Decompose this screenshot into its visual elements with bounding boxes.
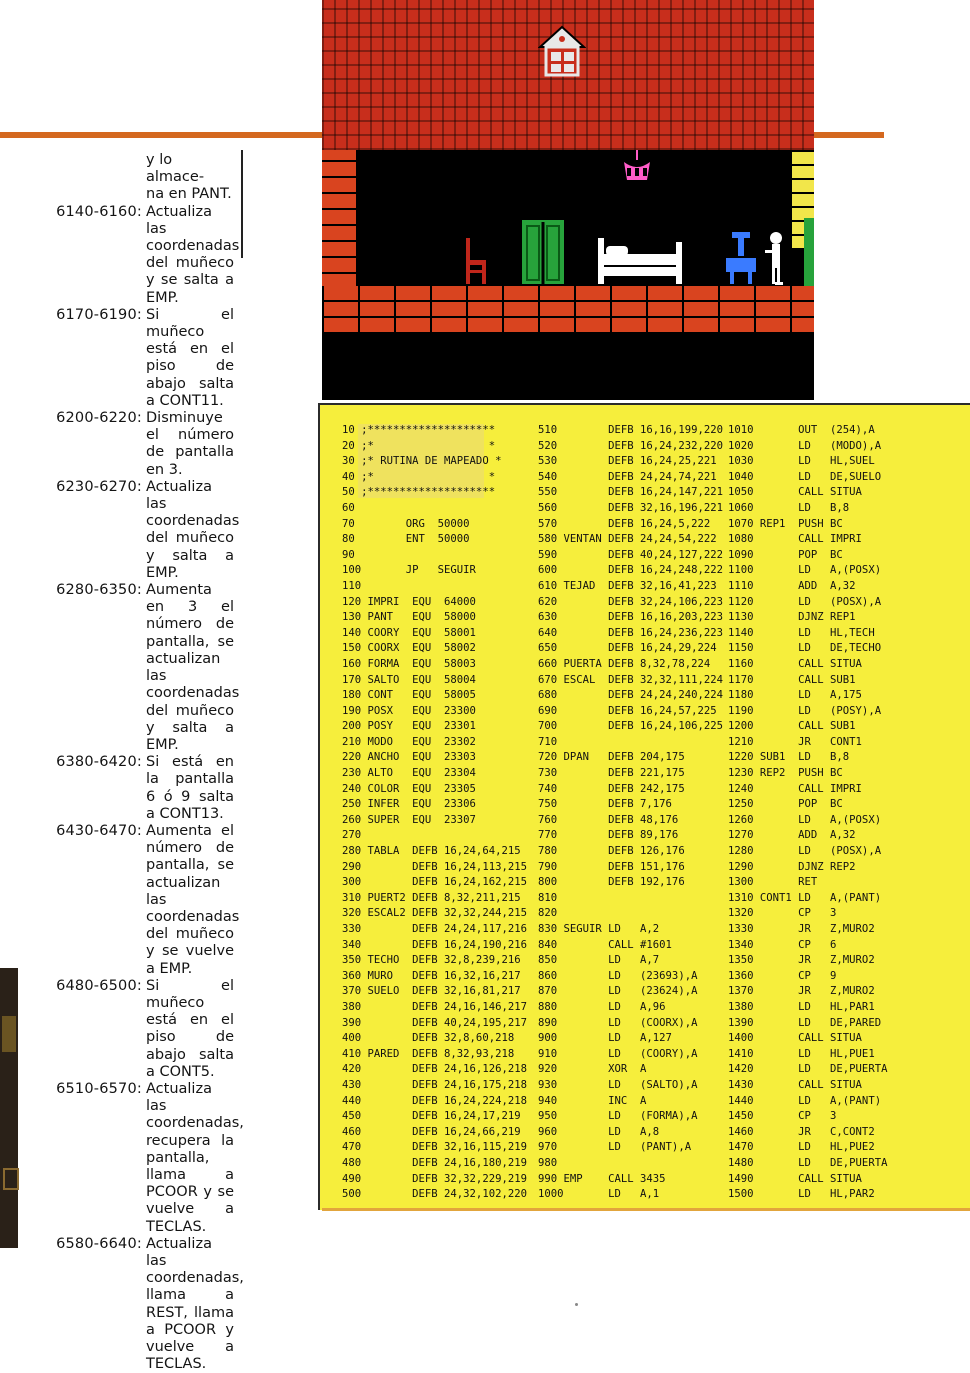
listing-line: 910 LD (COORY),A bbox=[538, 1047, 698, 1060]
line-range-label: 6200-6220: bbox=[56, 410, 142, 427]
listing-line: 380 DEFB 24,16,146,217 bbox=[342, 1000, 527, 1013]
listing-line: 1480 LD DE,PUERTA bbox=[728, 1156, 888, 1169]
listing-line: 530 DEFB 16,24,25,221 bbox=[538, 455, 717, 468]
listing-line: 210 MODO EQU 23302 bbox=[342, 735, 476, 748]
listing-line: 450 DEFB 16,24,17,219 bbox=[342, 1110, 521, 1123]
listing-line: 370 SUELO DEFB 32,16,81,217 bbox=[342, 985, 521, 998]
listing-line: 890 LD (COORX),A bbox=[538, 1016, 698, 1029]
line-range-description: Si está en la pantalla 6 ó 9 salta a CONT13. bbox=[146, 754, 234, 822]
listing-line: 1280 LD (POSX),A bbox=[728, 845, 882, 858]
listing-line: 880 LD A,96 bbox=[538, 1000, 666, 1013]
top-left-orange-rule bbox=[0, 132, 322, 138]
listing-line: 680 DEFB 24,24,240,224 bbox=[538, 689, 723, 702]
listing-line: 990 EMP CALL 3435 bbox=[538, 1172, 666, 1185]
listing-line: 510 DEFB 16,16,199,220 bbox=[538, 424, 723, 436]
chair-icon bbox=[466, 238, 486, 284]
listing-line: 1370 JR Z,MURO2 bbox=[728, 985, 875, 998]
listing-line: 1440 LD A,(PANT) bbox=[728, 1094, 882, 1107]
listing-line: 360 MURO DEFB 16,32,16,217 bbox=[342, 969, 521, 982]
listing-line: 940 INC A bbox=[538, 1094, 647, 1107]
listing-line: 1240 CALL IMPRI bbox=[728, 782, 862, 795]
listing-line: 670 ESCAL DEFB 32,32,111,224 bbox=[538, 673, 723, 686]
listing-line: 820 bbox=[538, 907, 558, 920]
listing-line: 650 DEFB 16,24,29,224 bbox=[538, 642, 717, 655]
game-screenshot bbox=[322, 0, 814, 400]
line-range-description: Disminuye el número de pantalla en 3. bbox=[146, 410, 234, 478]
listing-column-2 bbox=[538, 423, 723, 1203]
listing-line: 1220 SUB1 LD B,8 bbox=[728, 751, 850, 764]
listing-line: 80 ENT 50000 bbox=[342, 533, 470, 546]
listing-line: 560 DEFB 32,16,196,221 bbox=[538, 501, 723, 514]
listing-line: 920 XOR A bbox=[538, 1063, 647, 1076]
listing-line: 1080 CALL IMPRI bbox=[728, 533, 862, 546]
listing-line: 460 DEFB 16,24,66,219 bbox=[342, 1125, 521, 1138]
listing-line: 150 COORX EQU 58002 bbox=[342, 642, 476, 655]
listing-line: 930 LD (SALTO),A bbox=[538, 1078, 698, 1091]
line-explanation-entry bbox=[48, 1081, 246, 1236]
listing-line: 250 INFER EQU 23306 bbox=[342, 798, 476, 811]
line-range-description: Si el muñeco está en el piso de abajo salta a CONT5. bbox=[146, 977, 234, 1080]
listing-line: 1310 CONT1 LD A,(PANT) bbox=[728, 891, 882, 904]
listing-line: 610 TEJAD DEFB 32,16,41,223 bbox=[538, 579, 717, 592]
listing-column-1 bbox=[342, 423, 527, 1203]
listing-line: 1290 DJNZ REP2 bbox=[728, 860, 856, 873]
listing-line: 90 bbox=[342, 548, 355, 561]
line-range-label: 6580-6640: bbox=[56, 1235, 142, 1252]
listing-line: 1190 LD (POSY),A bbox=[728, 704, 882, 717]
explanation-column bbox=[48, 152, 246, 1373]
line-explanation-entry bbox=[48, 823, 246, 978]
room-interior bbox=[356, 150, 796, 286]
listing-line: 1400 CALL SITUA bbox=[728, 1032, 862, 1045]
listing-line: 290 DEFB 16,24,113,215 bbox=[342, 860, 527, 873]
brick-floor bbox=[322, 286, 814, 334]
listing-line: 1180 LD A,175 bbox=[728, 689, 862, 702]
nightstand-with-lamp-icon bbox=[726, 232, 756, 284]
listing-line: 1420 LD DE,PUERTA bbox=[728, 1063, 888, 1076]
listing-line: 280 TABLA DEFB 16,24,64,215 bbox=[342, 845, 521, 858]
listing-line: 500 DEFB 24,32,102,220 bbox=[342, 1188, 527, 1201]
listing-line: 1350 JR Z,MURO2 bbox=[728, 954, 875, 967]
listing-line: 390 DEFB 40,24,195,217 bbox=[342, 1016, 527, 1029]
listing-line: 810 bbox=[538, 891, 558, 904]
left-brick-wall bbox=[322, 150, 356, 290]
listing-line: 350 TECHO DEFB 32,8,239,216 bbox=[342, 954, 521, 967]
listing-line: 1200 CALL SUB1 bbox=[728, 720, 856, 733]
listing-line: 10 ;******************** bbox=[342, 424, 496, 436]
assembly-listing-panel bbox=[318, 403, 970, 1210]
listing-line: 1360 CP 9 bbox=[728, 969, 837, 982]
listing-line: 600 DEFB 16,24,248,222 bbox=[538, 564, 723, 577]
listing-line: 1470 LD HL,PUE2 bbox=[728, 1141, 875, 1154]
listing-line: 1100 LD A,(POSX) bbox=[728, 564, 882, 577]
listing-line: 1150 LD DE,TECHO bbox=[728, 642, 882, 655]
listing-line: 110 bbox=[342, 579, 362, 592]
listing-line: 100 JP SEGUIR bbox=[342, 564, 476, 577]
listing-line: 1490 CALL SITUA bbox=[728, 1172, 862, 1185]
listing-line: 750 DEFB 7,176 bbox=[538, 798, 672, 811]
listing-line: 430 DEFB 24,16,175,218 bbox=[342, 1078, 527, 1091]
listing-line: 1070 REP1 PUSH BC bbox=[728, 517, 843, 530]
listing-line: 490 DEFB 32,32,229,219 bbox=[342, 1172, 527, 1185]
listing-line: 190 POSX EQU 23300 bbox=[342, 704, 476, 717]
listing-line: 1010 OUT (254),A bbox=[728, 424, 875, 436]
listing-line: 720 DPAN DEFB 204,175 bbox=[538, 751, 685, 764]
line-range-description: Actualiza las coordenadas, recupera la pantalla, llama a PCOOR y se vuelve a TECLAS. bbox=[146, 1080, 244, 1235]
intro-line: na en PANT. bbox=[146, 186, 232, 203]
listing-line: 1040 LD DE,SUELO bbox=[728, 470, 882, 483]
listing-line: 400 DEFB 32,8,60,218 bbox=[342, 1032, 515, 1045]
listing-line: 1130 DJNZ REP1 bbox=[728, 611, 856, 624]
listing-line: 790 DEFB 151,176 bbox=[538, 860, 685, 873]
line-explanation-entry bbox=[48, 479, 246, 582]
listing-line: 1270 ADD A,32 bbox=[728, 829, 856, 842]
listing-line: 180 CONT EQU 58005 bbox=[342, 689, 476, 702]
listing-line: 860 LD (23693),A bbox=[538, 969, 698, 982]
line-explanations bbox=[48, 204, 246, 1373]
listing-line: 1390 LD DE,PARED bbox=[728, 1016, 882, 1029]
listing-line: 700 DEFB 16,24,106,225 bbox=[538, 720, 723, 733]
line-range-label: 6510-6570: bbox=[56, 1080, 142, 1097]
listing-line: 470 DEFB 32,16,115,219 bbox=[342, 1141, 527, 1154]
listing-line: 740 DEFB 242,175 bbox=[538, 782, 685, 795]
listing-line: 690 DEFB 16,24,57,225 bbox=[538, 704, 717, 717]
line-explanation-entry bbox=[48, 410, 246, 479]
listing-line: 630 DEFB 16,16,203,223 bbox=[538, 611, 723, 624]
line-explanation-entry bbox=[48, 754, 246, 823]
line-range-label: 6230-6270: bbox=[56, 478, 142, 495]
listing-line: 1090 POP BC bbox=[728, 548, 843, 561]
listing-column-3 bbox=[728, 423, 887, 1203]
photo-chair-shape bbox=[3, 1168, 19, 1190]
listing-line: 570 DEFB 16,24,5,222 bbox=[538, 517, 711, 530]
listing-line: 580 VENTAN DEFB 24,24,54,222 bbox=[538, 533, 717, 546]
listing-line: 870 LD (23624),A bbox=[538, 985, 698, 998]
line-range-description: Actualiza las coordenadas del muñeco y salta a EMP. bbox=[146, 478, 240, 581]
listing-line: 830 SEGUIR LD A,2 bbox=[538, 923, 660, 935]
listing-line: 770 DEFB 89,176 bbox=[538, 829, 679, 842]
column-divider bbox=[241, 150, 243, 258]
listing-line: 1140 LD HL,TECH bbox=[728, 626, 875, 639]
line-explanation-entry bbox=[48, 204, 246, 307]
top-right-orange-rule bbox=[814, 132, 884, 138]
listing-line: 1500 LD HL,PAR2 bbox=[728, 1188, 875, 1201]
line-range-label: 6430-6470: bbox=[56, 822, 142, 839]
listing-line: 1160 CALL SITUA bbox=[728, 657, 862, 670]
listing-line: 230 ALTO EQU 23304 bbox=[342, 767, 476, 780]
line-range-description: Actualiza las coordenadas, llama a REST, llama a PCOOR y vuelve a TECLAS. bbox=[146, 1235, 244, 1373]
listing-line: 1250 POP BC bbox=[728, 798, 843, 811]
listing-line: 50 ;******************** bbox=[342, 486, 496, 499]
listing-line: 1230 REP2 PUSH BC bbox=[728, 767, 843, 780]
listing-line: 1020 LD (MODO),A bbox=[728, 439, 882, 452]
intro-text bbox=[146, 152, 234, 204]
listing-line: 550 DEFB 16,24,147,221 bbox=[538, 486, 723, 499]
listing-line: 640 DEFB 16,24,236,223 bbox=[538, 626, 723, 639]
listing-line: 330 DEFB 24,24,117,216 bbox=[342, 923, 527, 935]
listing-line: 1000 LD A,1 bbox=[538, 1188, 660, 1201]
line-range-label: 6170-6190: bbox=[56, 306, 142, 323]
listing-line: 1320 CP 3 bbox=[728, 907, 837, 920]
listing-line: 660 PUERTA DEFB 8,32,78,224 bbox=[538, 657, 711, 670]
listing-line: 220 ANCHO EQU 23303 bbox=[342, 751, 476, 764]
listing-line: 1330 JR Z,MURO2 bbox=[728, 923, 875, 935]
listing-line: 840 CALL #1601 bbox=[538, 938, 672, 951]
line-explanation-entry bbox=[48, 307, 246, 410]
listing-line: 160 FORMA EQU 58003 bbox=[342, 657, 476, 670]
listing-line: 1260 LD A,(POSX) bbox=[728, 813, 882, 826]
line-range-description: Si el muñeco está en el piso de abajo salta a CONT11. bbox=[146, 306, 234, 409]
line-range-description: Aumenta el número de pantalla, se actualizan las coordenadas del muñeco y se vuelve a EMP. bbox=[146, 822, 240, 977]
listing-line: 950 LD (FORMA),A bbox=[538, 1110, 698, 1123]
cropped-photo-strip bbox=[0, 968, 18, 1248]
listing-line: 300 DEFB 16,24,162,215 bbox=[342, 876, 527, 889]
listing-line: 260 SUPER EQU 23307 bbox=[342, 813, 476, 826]
listing-line: 620 DEFB 32,24,106,223 bbox=[538, 595, 723, 608]
listing-line: 170 SALTO EQU 58004 bbox=[342, 673, 476, 686]
listing-line: 1430 CALL SITUA bbox=[728, 1078, 862, 1091]
listing-line: 710 bbox=[538, 735, 558, 748]
listing-line: 1340 CP 6 bbox=[728, 938, 837, 951]
listing-line: 440 DEFB 16,24,224,218 bbox=[342, 1094, 527, 1107]
listing-line: 420 DEFB 24,16,126,218 bbox=[342, 1063, 527, 1076]
room-furniture bbox=[356, 150, 796, 286]
dormer-window-icon bbox=[538, 25, 586, 77]
listing-line: 70 ORG 50000 bbox=[342, 517, 470, 530]
listing-line: 1030 LD HL,SUEL bbox=[728, 455, 875, 468]
listing-line: 1110 ADD A,32 bbox=[728, 579, 856, 592]
listing-line: 270 bbox=[342, 829, 362, 842]
wardrobe-icon bbox=[522, 220, 564, 284]
listing-line: 540 DEFB 24,24,74,221 bbox=[538, 470, 717, 483]
listing-line: 780 DEFB 126,176 bbox=[538, 845, 685, 858]
listing-line: 1410 LD HL,PUE1 bbox=[728, 1047, 875, 1060]
listing-line: 320 ESCAL2 DEFB 32,32,244,215 bbox=[342, 907, 527, 920]
listing-line: 1060 LD B,8 bbox=[728, 501, 850, 514]
page-speck bbox=[575, 1303, 578, 1306]
listing-line: 760 DEFB 48,176 bbox=[538, 813, 679, 826]
listing-line: 800 DEFB 192,176 bbox=[538, 876, 685, 889]
listing-line: 240 COLOR EQU 23305 bbox=[342, 782, 476, 795]
listing-line: 410 PARED DEFB 8,32,93,218 bbox=[342, 1047, 515, 1060]
listing-bottom-edge bbox=[322, 1208, 970, 1211]
line-explanation-entry bbox=[48, 978, 246, 1081]
line-explanation-entry bbox=[48, 582, 246, 754]
listing-line: 1210 JR CONT1 bbox=[728, 735, 862, 748]
listing-line: 1120 LD (POSX),A bbox=[728, 595, 882, 608]
listing-line: 520 DEFB 16,24,232,220 bbox=[538, 439, 723, 452]
listing-line: 980 bbox=[538, 1156, 558, 1169]
listing-line: 30 ;* RUTINA DE MAPEADO * bbox=[342, 455, 502, 468]
player-character-icon bbox=[765, 232, 783, 285]
photo-lamp-shape bbox=[2, 1016, 16, 1052]
listing-line: 900 LD A,127 bbox=[538, 1032, 672, 1045]
listing-line: 20 ;* * bbox=[342, 439, 496, 452]
listing-line: 960 LD A,8 bbox=[538, 1125, 660, 1138]
listing-line: 1460 JR C,CONT2 bbox=[728, 1125, 875, 1138]
exit-door bbox=[804, 218, 814, 288]
line-range-label: 6140-6160: bbox=[56, 203, 142, 220]
listing-line: 970 LD (PANT),A bbox=[538, 1141, 692, 1154]
listing-line: 120 IMPRI EQU 64000 bbox=[342, 595, 476, 608]
listing-line: 590 DEFB 40,24,127,222 bbox=[538, 548, 723, 561]
listing-line: 200 POSY EQU 23301 bbox=[342, 720, 476, 733]
line-range-label: 6480-6500: bbox=[56, 977, 142, 994]
listing-line: 480 DEFB 24,16,180,219 bbox=[342, 1156, 527, 1169]
listing-line: 40 ;* * bbox=[342, 470, 496, 483]
line-explanation-entry bbox=[48, 1236, 246, 1373]
listing-line: 60 bbox=[342, 501, 355, 514]
bed-icon bbox=[598, 238, 682, 284]
listing-line: 1050 CALL SITUA bbox=[728, 486, 862, 499]
listing-line: 140 COORY EQU 58001 bbox=[342, 626, 476, 639]
line-range-description: Aumenta en 3 el número de pantalla, se actualizan las coordenadas del muñeco y salta a EMP. bbox=[146, 582, 240, 753]
listing-line: 1170 CALL SUB1 bbox=[728, 673, 856, 686]
listing-line: 850 LD A,7 bbox=[538, 954, 660, 967]
line-range-description: Actualiza las coordenadas del muñeco y se salta a EMP. bbox=[146, 203, 240, 306]
listing-line: 730 DEFB 221,175 bbox=[538, 767, 685, 780]
listing-line: 310 PUERT2 DEFB 8,32,211,215 bbox=[342, 891, 521, 904]
listing-line: 1300 RET bbox=[728, 876, 818, 889]
line-range-label: 6380-6420: bbox=[56, 754, 142, 771]
listing-line: 1380 LD HL,PAR1 bbox=[728, 1000, 875, 1013]
listing-line: 1450 CP 3 bbox=[728, 1110, 837, 1123]
chandelier-icon bbox=[624, 150, 650, 180]
line-range-label: 6280-6350: bbox=[56, 582, 142, 599]
listing-line: 340 DEFB 16,24,190,216 bbox=[342, 938, 527, 951]
intro-line: y lo almace- bbox=[146, 152, 205, 186]
listing-line: 130 PANT EQU 58000 bbox=[342, 611, 476, 624]
